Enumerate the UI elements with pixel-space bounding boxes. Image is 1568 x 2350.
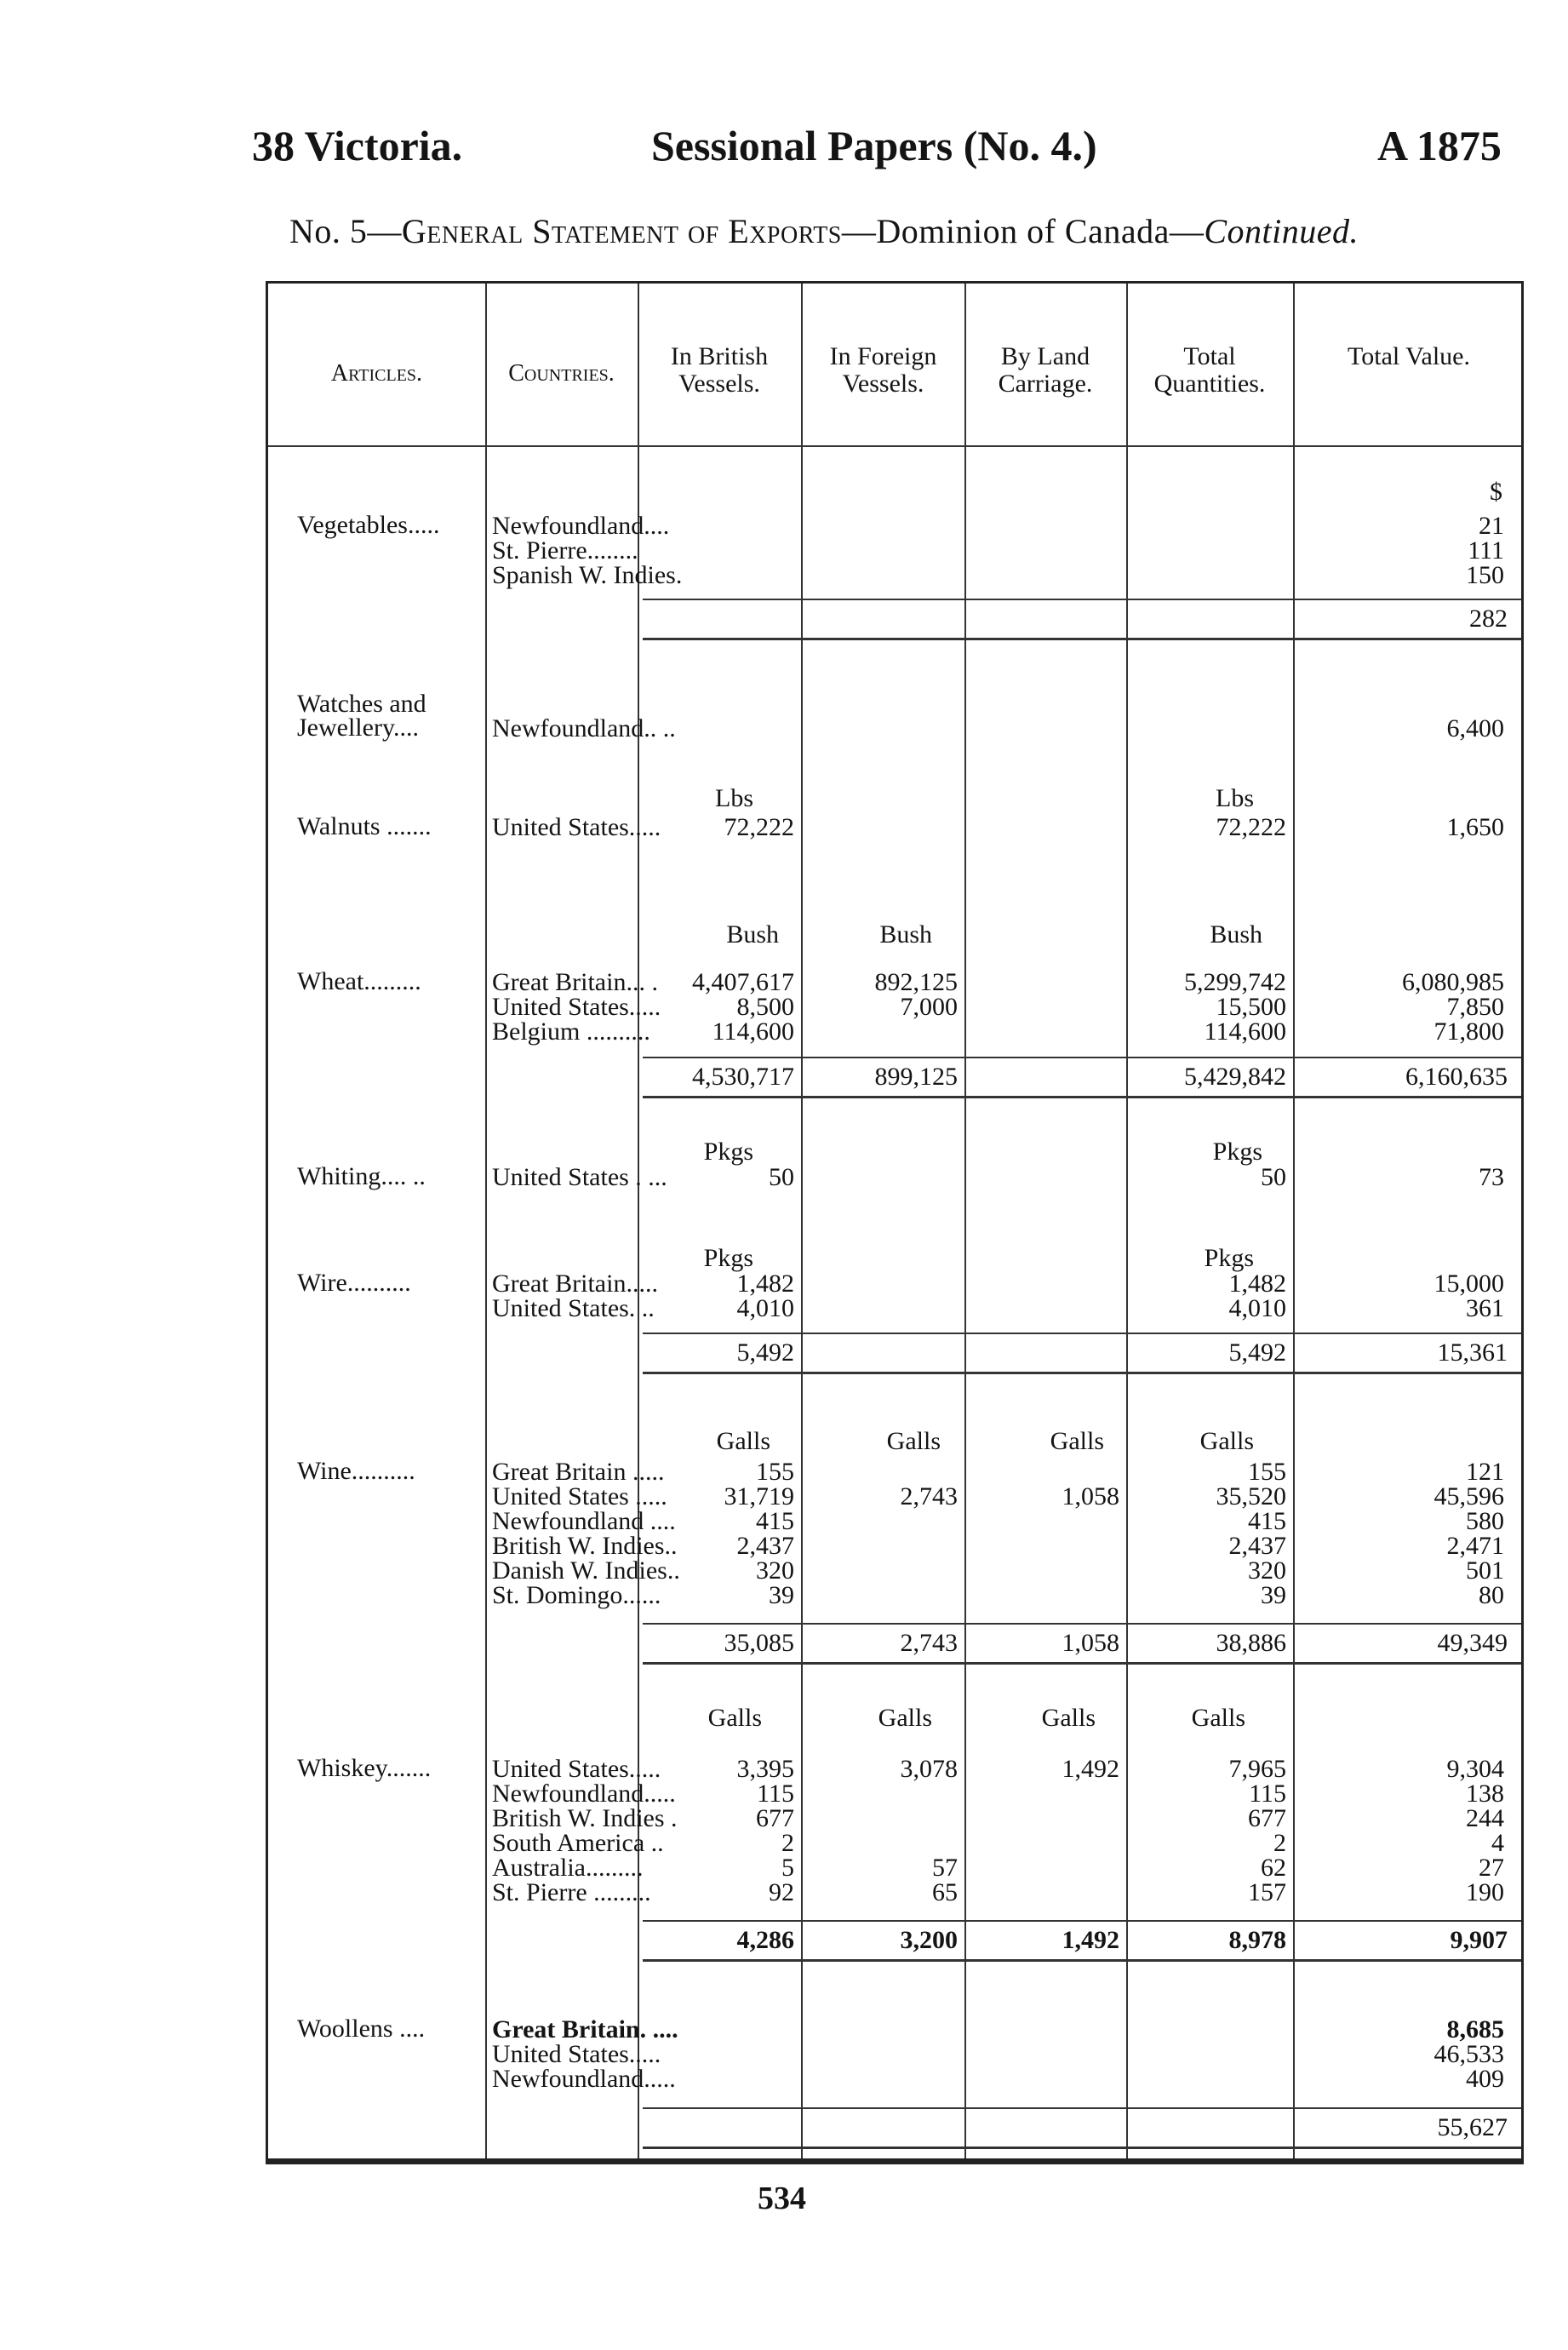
value-cell: 1,650: [1446, 813, 1504, 841]
article-name: Wheat.........: [297, 967, 421, 995]
value-cell: 190: [1466, 1878, 1504, 1906]
country-cell: United States.....: [492, 1755, 661, 1783]
country-cell: Great Britain. ....: [492, 2015, 678, 2043]
title-continued: Continued.: [1204, 212, 1359, 250]
country-cell: United States.....: [492, 2040, 661, 2068]
sum-total: 5,492: [1228, 1338, 1286, 1367]
article-name: Wire..........: [297, 1269, 411, 1297]
table-title: [289, 211, 1359, 251]
value-cell: 2,471: [1446, 1532, 1504, 1560]
col-header-foreign: In Foreign Vessels.: [829, 342, 937, 398]
unit-label: Bush: [1210, 920, 1262, 949]
british-cell: 8,500: [736, 993, 794, 1021]
unit-label: Galls: [716, 1427, 770, 1455]
country-cell: United States.....: [492, 993, 661, 1021]
country-cell: Danish W. Indies..: [492, 1556, 680, 1585]
total-cell: 115: [1249, 1780, 1286, 1808]
country-cell: Newfoundland....: [492, 512, 670, 540]
value-cell: 138: [1466, 1780, 1504, 1808]
unit-label: Pkgs: [703, 1244, 753, 1272]
table-row: [268, 1880, 1521, 1905]
total-cell: 15,500: [1216, 993, 1286, 1021]
sum-value: 9,907: [1450, 1926, 1508, 1954]
sum-foreign: 899,125: [874, 1063, 958, 1091]
article-name: Vegetables.....: [297, 511, 440, 539]
unit-label: Galls: [707, 1704, 762, 1732]
sum-value: 6,160,635: [1405, 1063, 1508, 1091]
value-cell: 6,080,985: [1402, 968, 1504, 996]
table-row: [268, 812, 1521, 841]
total-cell: 50: [1261, 1163, 1286, 1191]
sum-value: 282: [1469, 605, 1508, 633]
unit-label: Galls: [1050, 1427, 1104, 1455]
total-cell: 4,010: [1228, 1294, 1286, 1322]
running-head-left: 38 Victoria.: [252, 122, 463, 169]
unit-label: Lbs: [715, 784, 753, 812]
foreign-cell: 7,000: [900, 993, 958, 1021]
total-cell: 72,222: [1216, 813, 1286, 841]
total-cell: 1,482: [1228, 1270, 1286, 1298]
unit-label: Lbs: [1216, 784, 1254, 812]
table-row: [268, 1806, 1521, 1831]
title-smallcaps: General Statement of Exports: [401, 212, 842, 250]
unit-label: Galls: [1041, 1704, 1096, 1732]
country-cell: British W. Indies..: [492, 1532, 678, 1560]
col-header-articles: Articles.: [330, 360, 423, 387]
value-cell: 409: [1466, 2065, 1504, 2093]
col-header-total: Total Quantities.: [1153, 342, 1266, 398]
value-cell: 6,400: [1446, 714, 1504, 742]
british-cell: 677: [756, 1804, 794, 1832]
unit-label: Bush: [726, 920, 779, 949]
foreign-cell: 3,078: [900, 1755, 958, 1783]
table-row: [268, 538, 1521, 563]
col-header-countries: Countries.: [508, 360, 615, 387]
article-name: Wine..........: [297, 1457, 415, 1485]
value-cell: 9,304: [1446, 1755, 1504, 1783]
british-cell: 50: [769, 1163, 794, 1191]
sum-british: 35,085: [724, 1629, 794, 1657]
british-cell: 4,010: [736, 1294, 794, 1322]
table-row: [268, 967, 1521, 996]
header-rule: [268, 445, 1521, 447]
total-cell: 114,600: [1204, 1017, 1286, 1046]
table-row: [268, 1459, 1521, 1484]
col-header-land: By Land Carriage.: [998, 342, 1093, 398]
country-cell: Newfoundland.....: [492, 1780, 676, 1808]
sum-value: 55,627: [1437, 2113, 1508, 2141]
sum-total: 38,886: [1216, 1629, 1286, 1657]
table-row: [268, 1583, 1521, 1608]
unit-label: Galls: [1199, 1427, 1254, 1455]
british-cell: 155: [756, 1458, 794, 1486]
value-cell: 46,533: [1434, 2040, 1504, 2068]
total-cell: 320: [1248, 1556, 1286, 1585]
article-name: Walnuts .......: [297, 812, 432, 840]
table-row: [268, 1533, 1521, 1558]
value-cell: 21: [1479, 512, 1504, 540]
sum-value: 15,361: [1437, 1338, 1508, 1367]
col-header-value: Total Value.: [1348, 342, 1470, 370]
total-cell: 62: [1261, 1854, 1286, 1882]
country-cell: South America ..: [492, 1829, 664, 1857]
table-row: [268, 1484, 1521, 1509]
unit-label: Pkgs: [703, 1138, 753, 1166]
country-cell: Newfoundland ....: [492, 1507, 676, 1535]
table-row: [268, 1019, 1521, 1044]
sum-total: 5,429,842: [1184, 1063, 1286, 1091]
table-row: [268, 2017, 1521, 2042]
article-name: Whiting.... ..: [297, 1162, 426, 1190]
country-cell: Newfoundland.....: [492, 2065, 676, 2093]
total-cell: 2: [1273, 1829, 1286, 1857]
value-cell: 8,685: [1446, 2015, 1504, 2043]
country-cell: United States.....: [492, 813, 661, 841]
foreign-cell: 892,125: [874, 968, 958, 996]
table-row: [268, 1271, 1521, 1296]
total-cell: 35,520: [1216, 1482, 1286, 1510]
unit-label: Pkgs: [1204, 1244, 1254, 1272]
value-cell: 4: [1491, 1829, 1504, 1857]
british-cell: 320: [756, 1556, 794, 1585]
table-row: [268, 1831, 1521, 1855]
land-cell: 1,058: [1062, 1482, 1119, 1510]
foreign-cell: 2,743: [900, 1482, 958, 1510]
country-cell: United States .....: [492, 1482, 667, 1510]
running-head-center: Sessional Papers (No. 4.): [651, 122, 1097, 169]
foreign-cell: 57: [932, 1854, 958, 1882]
unit-label: Pkgs: [1212, 1138, 1262, 1166]
country-cell: St. Domingo......: [492, 1581, 661, 1609]
value-cell: 501: [1466, 1556, 1504, 1585]
title-middle: —Dominion of Canada—: [841, 212, 1205, 250]
british-cell: 1,482: [736, 1270, 794, 1298]
total-row: [643, 2107, 1521, 2149]
table-row: [268, 1855, 1521, 1880]
sum-foreign: 3,200: [900, 1926, 958, 1954]
title-prefix: No. 5—: [289, 212, 402, 250]
sum-total: 8,978: [1228, 1926, 1286, 1954]
sum-foreign: 2,743: [900, 1629, 958, 1657]
total-cell: 39: [1261, 1581, 1286, 1609]
british-cell: 2,437: [736, 1532, 794, 1560]
table-row: [268, 1558, 1521, 1583]
total-cell: 155: [1248, 1458, 1286, 1486]
british-cell: 31,719: [724, 1482, 794, 1510]
total-row: [643, 1623, 1521, 1665]
table-row: [268, 716, 1521, 741]
value-cell: 73: [1479, 1163, 1504, 1191]
value-cell: 121: [1466, 1458, 1504, 1486]
british-cell: 39: [769, 1581, 794, 1609]
country-cell: Great Britain .....: [492, 1458, 665, 1486]
british-cell: 72,222: [724, 813, 794, 841]
total-cell: 2,437: [1228, 1532, 1286, 1560]
value-cell: 27: [1479, 1854, 1504, 1882]
page-number: 534: [758, 2181, 806, 2216]
country-cell: Newfoundland.. ..: [492, 714, 676, 742]
table-row: [268, 2066, 1521, 2091]
country-cell: United States. ..: [492, 1294, 655, 1322]
table-row: [268, 1162, 1521, 1191]
country-cell: Great Britain... .: [492, 968, 658, 996]
country-cell: St. Pierre .........: [492, 1878, 651, 1906]
british-cell: 92: [769, 1878, 794, 1906]
value-cell: 45,596: [1434, 1482, 1504, 1510]
article-name: Watches and Jewellery....: [297, 690, 426, 742]
total-row: [643, 1057, 1521, 1098]
article-name: Whiskey.......: [297, 1754, 432, 1782]
unit-label: Galls: [886, 1427, 941, 1455]
british-cell: 4,407,617: [692, 968, 794, 996]
total-row: [643, 599, 1521, 640]
country-cell: Australia.........: [492, 1854, 644, 1882]
value-cell: 111: [1468, 536, 1504, 565]
british-cell: 5: [781, 1854, 794, 1882]
table-row: [268, 1781, 1521, 1806]
value-cell: 150: [1466, 561, 1504, 589]
value-cell: 80: [1479, 1581, 1504, 1609]
land-cell: 1,492: [1062, 1755, 1119, 1783]
sum-british: 4,530,717: [692, 1063, 794, 1091]
value-cell: 361: [1466, 1294, 1504, 1322]
total-cell: 677: [1248, 1804, 1286, 1832]
total-cell: 415: [1248, 1507, 1286, 1535]
value-cell: 580: [1466, 1507, 1504, 1535]
british-cell: 114,600: [712, 1017, 794, 1046]
foreign-cell: 65: [932, 1878, 958, 1906]
british-cell: 415: [756, 1507, 794, 1535]
running-head-right: A 1875: [1377, 122, 1502, 169]
article-name: Woollens ....: [297, 2015, 426, 2043]
total-row: [643, 1920, 1521, 1962]
sum-british: 4,286: [736, 1926, 794, 1954]
table-row: [268, 1754, 1521, 1783]
country-cell: Spanish W. Indies.: [492, 561, 683, 589]
table-row: [268, 994, 1521, 1019]
country-cell: United States . ...: [492, 1163, 667, 1191]
sum-land: 1,492: [1062, 1926, 1119, 1954]
value-cell: 7,850: [1446, 993, 1504, 1021]
unit-label: Bush: [879, 920, 932, 949]
country-cell: St. Pierre........: [492, 536, 638, 565]
country-cell: British W. Indies .: [492, 1804, 678, 1832]
unit-label: Galls: [1191, 1704, 1245, 1732]
table-row: [268, 513, 1521, 538]
british-cell: 3,395: [736, 1755, 794, 1783]
sum-land: 1,058: [1062, 1629, 1119, 1657]
table-row: [268, 1296, 1521, 1321]
british-cell: 115: [757, 1780, 794, 1808]
unit-label: Galls: [878, 1704, 932, 1732]
col-header-british: In British Vessels.: [670, 342, 769, 398]
total-row: [643, 1333, 1521, 1374]
sum-british: 5,492: [736, 1338, 794, 1367]
total-cell: 7,965: [1228, 1755, 1286, 1783]
total-cell: 157: [1248, 1878, 1286, 1906]
table-row: [268, 563, 1521, 588]
currency-symbol: $: [1490, 478, 1502, 506]
value-cell: 15,000: [1434, 1270, 1504, 1298]
table-row: [268, 2042, 1521, 2066]
country-cell: Belgium ..........: [492, 1017, 650, 1046]
british-cell: 2: [781, 1829, 794, 1857]
exports-table: [266, 281, 1524, 2164]
country-cell: Great Britain.....: [492, 1270, 658, 1298]
value-cell: 71,800: [1434, 1017, 1504, 1046]
table-row: [268, 1509, 1521, 1533]
value-cell: 244: [1466, 1804, 1504, 1832]
sum-value: 49,349: [1437, 1629, 1508, 1657]
total-cell: 5,299,742: [1184, 968, 1286, 996]
